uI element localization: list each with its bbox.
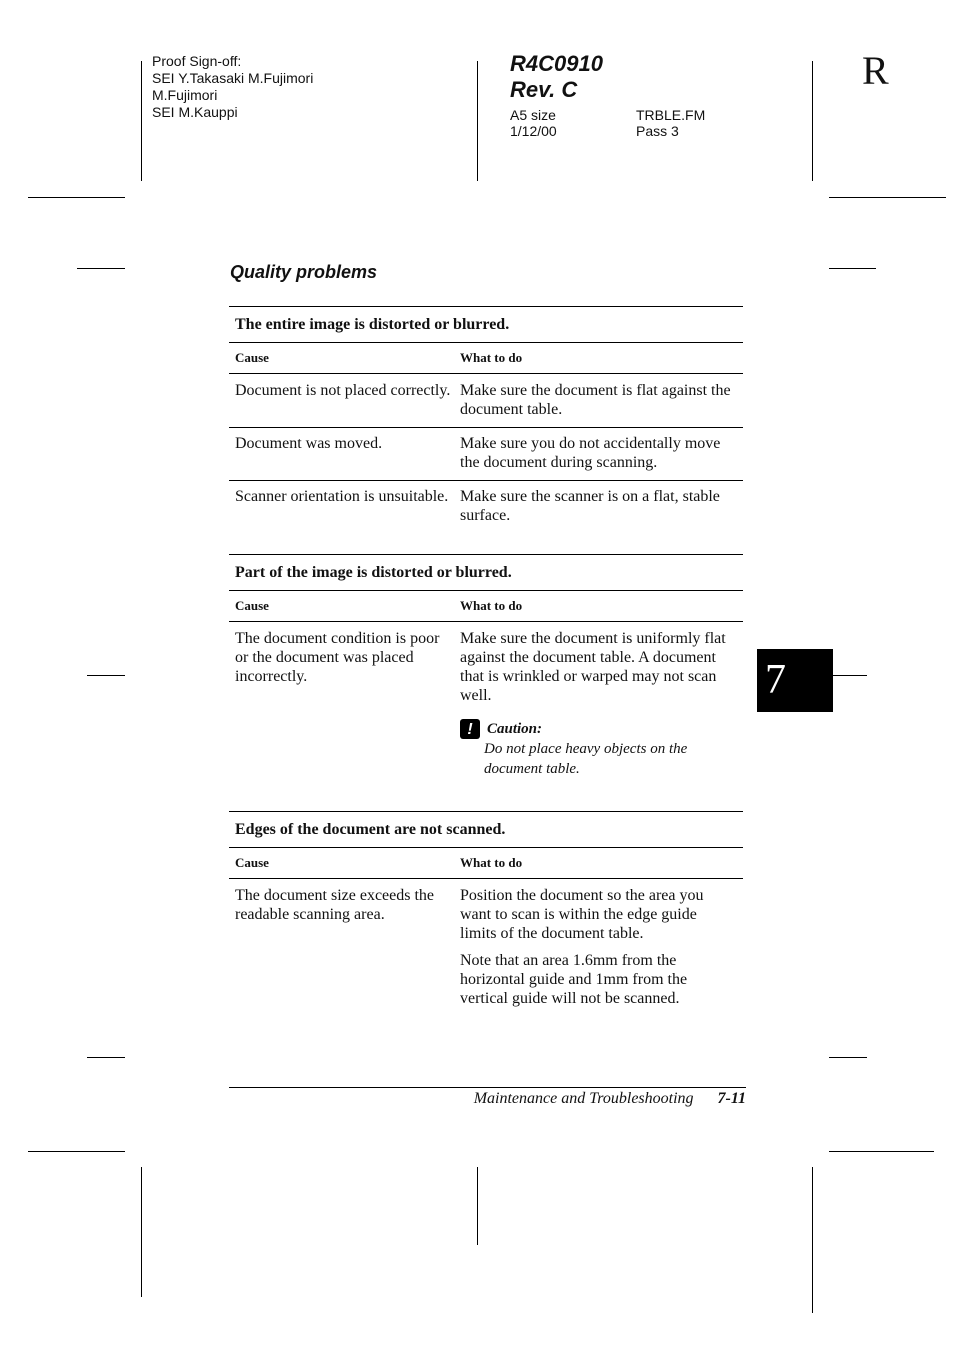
footer-rule (229, 1087, 746, 1088)
crop-mark (28, 197, 125, 198)
crop-mark (477, 61, 478, 181)
proof-line: SEI Y.Takasaki M.Fujimori (152, 70, 314, 86)
todo-header: What to do (460, 598, 523, 613)
cause-cell: Document was moved. (235, 435, 383, 452)
cause-cell: The document size exceeds the readable scanning area. (235, 887, 435, 923)
todo-text: Position the document so the area you want to scan is within the edge guide limits of the document table. (460, 887, 704, 942)
crop-mark (812, 1167, 813, 1313)
crop-mark (477, 1167, 478, 1245)
meta-left (510, 107, 557, 139)
crop-mark (28, 1151, 125, 1152)
model-code: R4C0910 (510, 51, 603, 76)
crop-mark (87, 1057, 125, 1058)
model-block (510, 51, 603, 103)
file-name: TRBLE.FM (636, 107, 706, 123)
todo-header: What to do (460, 350, 523, 365)
column-header-row (229, 343, 743, 374)
table-row (229, 374, 743, 428)
crop-mark (141, 1167, 142, 1297)
cause-header: Cause (235, 598, 269, 613)
problem-table (229, 811, 743, 1008)
proof-line: M.Fujimori (152, 87, 218, 103)
cause-cell: Scanner orientation is unsuitable. (235, 488, 449, 505)
table-row (229, 879, 743, 1008)
corner-letter: R (862, 48, 889, 93)
cause-header: Cause (235, 855, 269, 870)
crop-mark (77, 268, 125, 269)
todo-cell: Make sure the scanner is on a flat, stable surface. (460, 488, 720, 524)
page-size: A5 size (510, 107, 556, 123)
cause-header: Cause (235, 350, 269, 365)
crop-mark (829, 197, 946, 198)
todo-header: What to do (460, 855, 523, 870)
crop-mark (829, 1151, 934, 1152)
todo-cell: Make sure you do not accidentally move the document during scanning. (460, 435, 721, 471)
caution-note (460, 719, 737, 779)
problem-table (229, 306, 743, 537)
caution-text: Do not place heavy objects on the document table. (484, 741, 688, 777)
column-header-row (229, 848, 743, 879)
proof-line: SEI M.Kauppi (152, 104, 238, 120)
table-heading: The entire image is distorted or blurred. (229, 306, 743, 343)
table-row (229, 428, 743, 481)
todo-cell (454, 886, 743, 1008)
todo-cell (454, 629, 743, 779)
meta-right (636, 107, 705, 139)
caution-icon: ! (460, 719, 480, 739)
footer (229, 1090, 746, 1108)
problem-table (229, 554, 743, 779)
table-heading: Part of the image is distorted or blurred. (229, 554, 743, 591)
proof-line: Proof Sign-off: (152, 53, 242, 69)
caution-label: Caution: (487, 720, 543, 737)
revision: Rev. C (510, 77, 578, 102)
date: 1/12/00 (510, 123, 557, 139)
table-row (229, 622, 743, 779)
cause-cell: Document is not placed correctly. (235, 382, 451, 399)
pass: Pass 3 (636, 123, 679, 139)
page-number: 7-11 (717, 1090, 746, 1107)
todo-text: Make sure the document is uniformly flat against the document table. A document that is wrinkled or warped may not scan well. (460, 630, 726, 704)
column-header-row (229, 591, 743, 622)
crop-mark (829, 268, 876, 269)
table-heading: Edges of the document are not scanned. (229, 811, 743, 848)
footer-title: Maintenance and Troubleshooting (473, 1090, 694, 1107)
crop-mark (812, 61, 813, 181)
cause-cell: The document condition is poor or the document was placed incorrectly. (235, 630, 440, 685)
section-title: Quality problems (230, 262, 378, 282)
crop-mark (829, 1057, 867, 1058)
caution-heading (460, 719, 737, 739)
chapter-tab: 7 (757, 649, 833, 712)
crop-mark (87, 675, 125, 676)
todo-note: Note that an area 1.6mm from the horizontal guide and 1mm from the vertical guide will not be scanned. (460, 952, 688, 1007)
proof-signoff (152, 53, 313, 121)
todo-cell: Make sure the document is flat against the document table. (460, 382, 731, 418)
table-row (229, 481, 743, 537)
crop-mark (141, 61, 142, 181)
crop-mark (829, 675, 867, 676)
